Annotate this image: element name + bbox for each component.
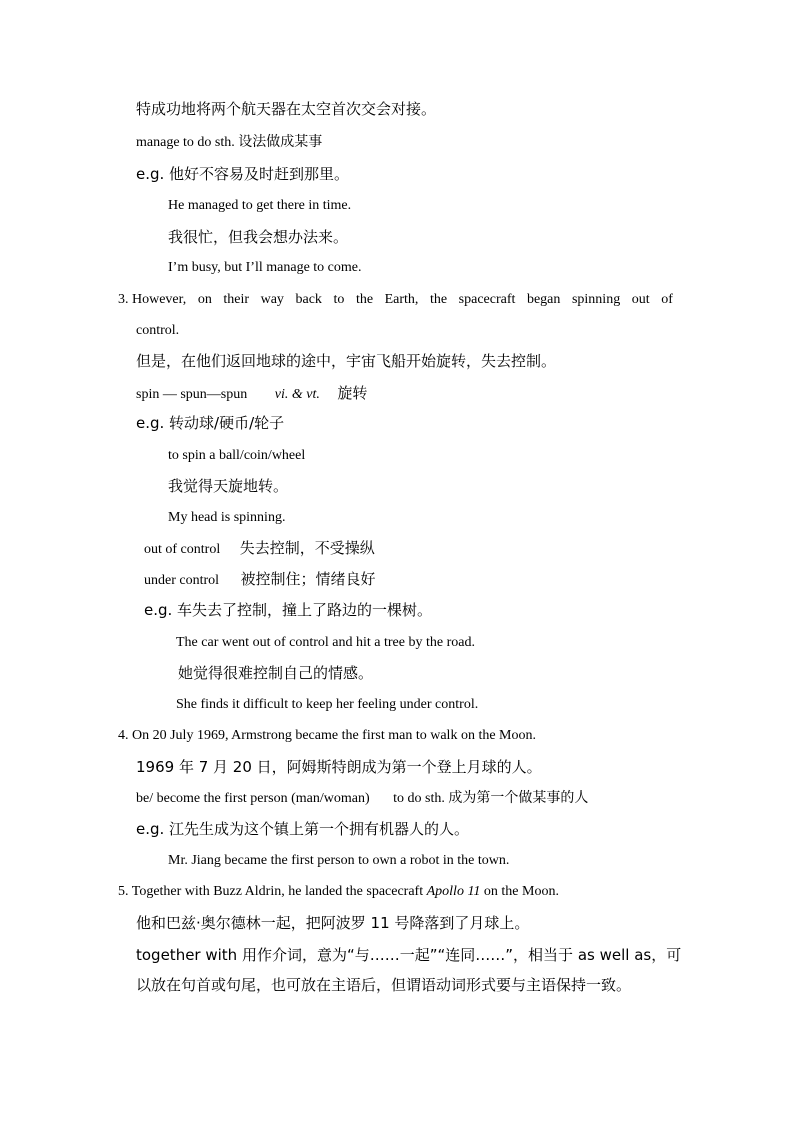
word: spacecraft — [458, 292, 516, 307]
word: spinning — [571, 292, 621, 307]
example-translation: The car went out of control and hit a tree by the road. — [176, 635, 475, 650]
numbered-sentence-5 — [118, 882, 559, 902]
spacecraft-name: Apollo 11 — [426, 884, 481, 899]
example-line: 她觉得很难控制自己的情感。 — [178, 664, 374, 682]
phrase-meaning: 失去控制，不受操纵 — [239, 539, 375, 557]
word: to — [333, 292, 345, 307]
word: the — [430, 292, 448, 307]
phrase-line — [144, 569, 376, 591]
note-text: 可 — [666, 946, 682, 964]
word: 3. However, — [118, 292, 187, 307]
word: way — [260, 292, 284, 307]
example-translation: He managed to get there in time. — [168, 198, 352, 213]
word: their — [223, 292, 250, 307]
vocab-line — [136, 383, 367, 405]
numbered-sentence-4: 4. On 20 July 1969, Armstrong became the first man to walk on the Moon. — [118, 728, 536, 743]
phrase-line — [144, 538, 375, 560]
part-of-speech: vi. & vt. — [274, 387, 320, 402]
phrase-meaning: 被控制住；情绪良好 — [240, 570, 376, 588]
word: of — [661, 292, 673, 307]
vocab-meaning: 旋转 — [337, 384, 368, 402]
sentence-translation: 但是，在他们返回地球的途中，宇宙飞船开始旋转，失去控制。 — [136, 352, 557, 370]
example-line: e.g. 车失去了控制，撞上了路边的一棵树。 — [144, 601, 433, 619]
example-line: e.g. 他好不容易及时赶到那里。 — [136, 165, 350, 183]
word: Earth, — [384, 292, 419, 307]
sentence-continuation: control. — [136, 323, 180, 338]
grammar-note — [136, 945, 682, 965]
word: the — [355, 292, 374, 307]
phrase-meaning: to do sth. 成为第一个做某事的人 — [393, 791, 589, 806]
phrase: under control — [144, 573, 220, 588]
phrase: out of control — [144, 542, 221, 557]
word: out — [631, 292, 650, 307]
example-line: e.g. 转动球/硬币/轮子 — [136, 414, 285, 432]
sentence-translation: 1969 年 7 月 20 日，阿姆斯特朗成为第一个登上月球的人。 — [136, 758, 542, 776]
example-line: 我很忙，但我会想办法来。 — [168, 228, 349, 246]
example-line: e.g. 江先生成为这个镇上第一个拥有机器人的人。 — [136, 820, 470, 838]
phrase-line: manage to do sth. 设法做成某事 — [136, 135, 323, 150]
example-translation: Mr. Jiang became the first person to own a robot in the town. — [168, 853, 510, 868]
example-translation: My head is spinning. — [168, 510, 286, 525]
phrase: be/ become the first person (man/woman) — [136, 791, 370, 806]
sentence-text: 5. Together with Buzz Aldrin, he landed the spacecraft — [118, 884, 427, 899]
example-translation: She finds it difficult to keep her feeling under control. — [176, 697, 479, 712]
phrase-line — [136, 789, 588, 809]
note-text: 相当于 as well as， — [528, 946, 667, 964]
word: began — [526, 292, 561, 307]
sentence-translation: 他和巴兹·奥尔德林一起，把阿波罗 11 号降落到了月球上。 — [136, 914, 530, 932]
note-text: together with 用作介词，意为“与……一起”“连同……”， — [136, 946, 529, 964]
grammar-note: 以放在句首或句尾，也可放在主语后，但谓语动词形式要与主语保持一致。 — [136, 976, 632, 994]
sentence-text: on the Moon. — [480, 884, 559, 899]
word: on — [197, 292, 212, 307]
text-line: 特成功地将两个航天器在太空首次交会对接。 — [136, 100, 437, 118]
example-translation: to spin a ball/coin/wheel — [168, 448, 306, 463]
numbered-sentence-3 — [118, 290, 673, 310]
example-translation: I’m busy, but I’ll manage to come. — [168, 260, 362, 275]
word: back — [295, 292, 322, 307]
example-line: 我觉得天旋地转。 — [168, 477, 289, 495]
vocab-forms: spin — spun—spun — [136, 387, 248, 402]
